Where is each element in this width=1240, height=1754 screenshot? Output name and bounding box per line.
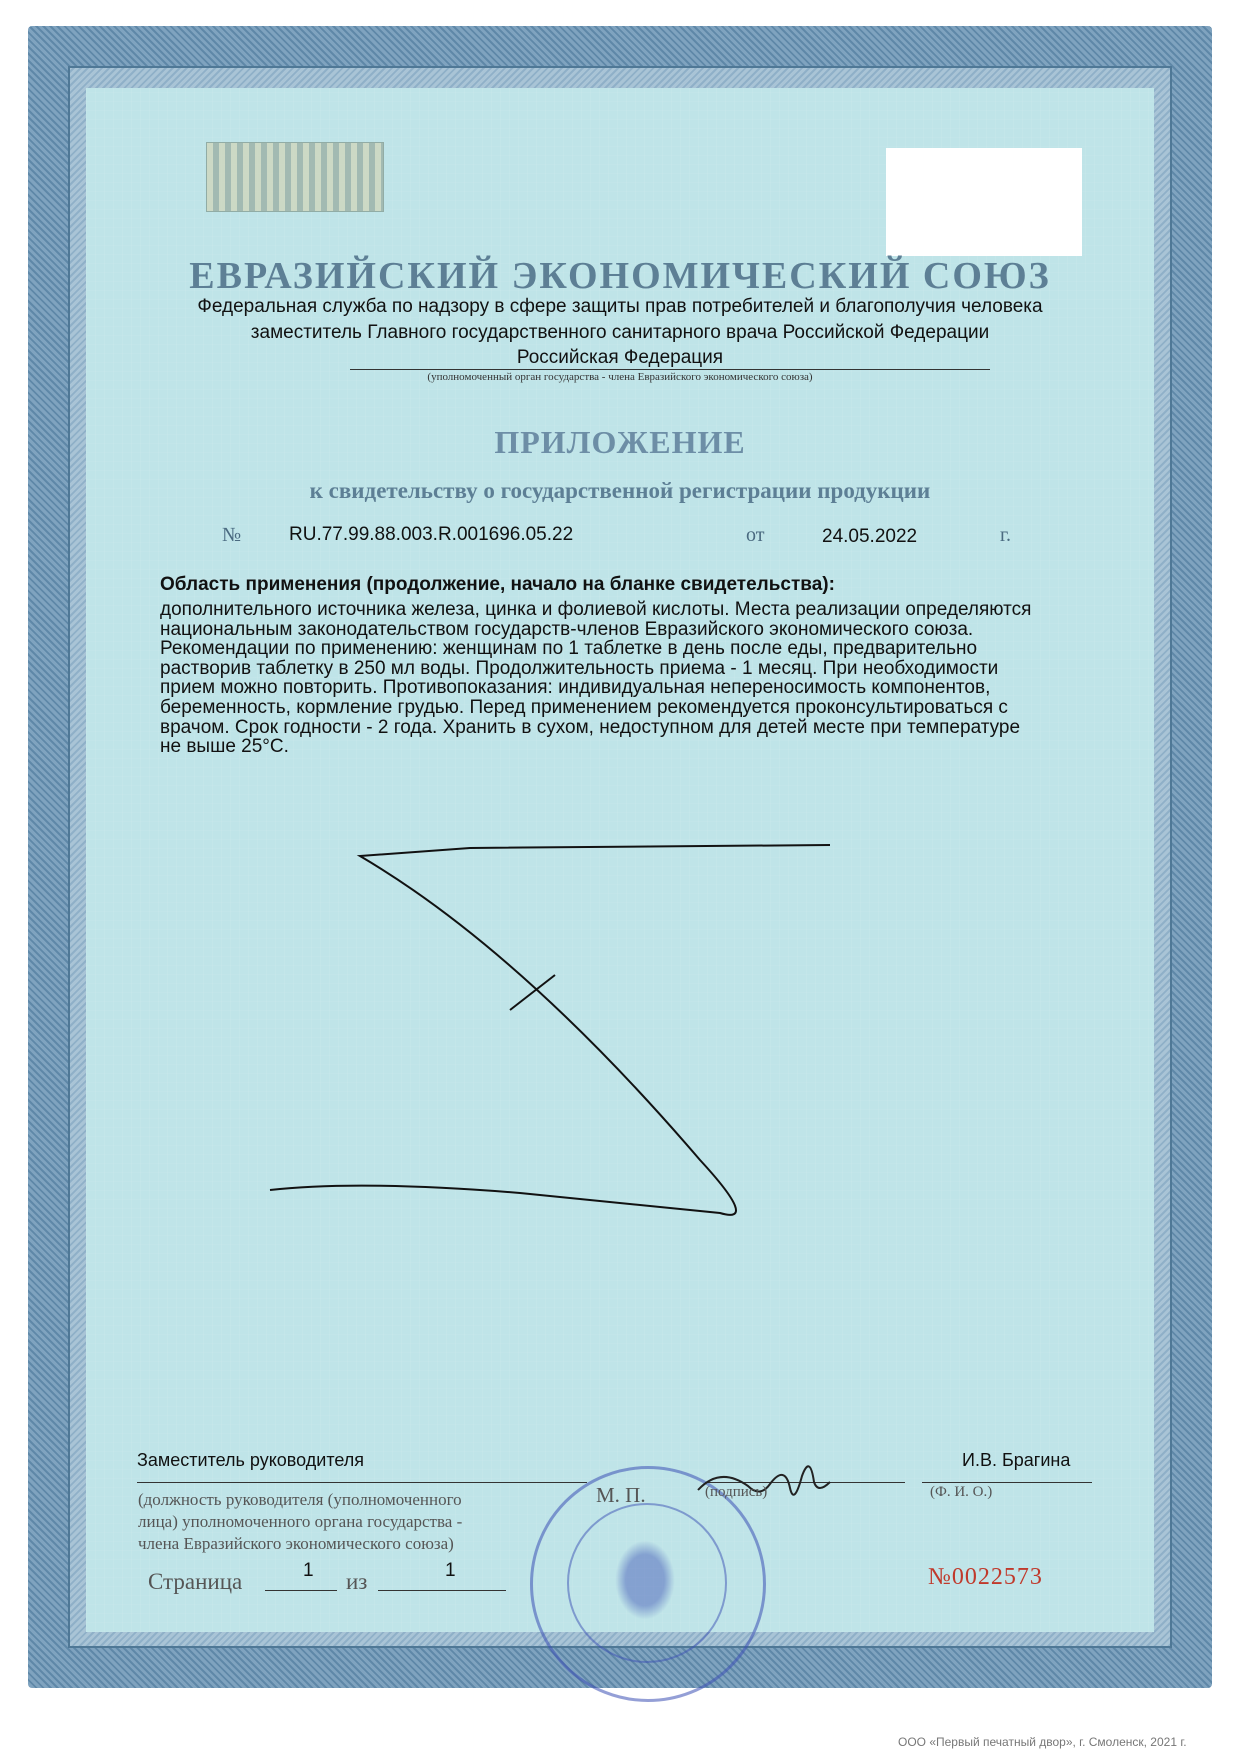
name-underline [922,1482,1092,1483]
agency-country: Российская Федерация [516,347,724,368]
signature-label: (подпись) [705,1484,768,1500]
document-title: ПРИЛОЖЕНИЕ [494,424,746,460]
agency-hint: (уполномоченный орган государства - члена Евразийского экономического союза) [427,371,813,383]
signatory-role: Заместитель руководителя [137,1450,365,1470]
page-label: Страница [148,1569,243,1594]
page-total: 1 [445,1560,456,1581]
role-hint-line-1: (должность руководителя (уполномоченного [138,1490,462,1509]
printer-imprint: ООО «Первый печатный двор», г. Смоленск, 2021 г. [898,1735,1187,1749]
registration-number: RU.77.99.88.003.R.001696.05.22 [289,524,574,545]
year-suffix: г. [1000,524,1011,546]
form-serial-number: №0022573 [928,1564,1043,1590]
union-title: ЕВРАЗИЙСКИЙ ЭКОНОМИЧЕСКИЙ СОЮЗ [189,255,1051,297]
signatory-name: И.В. Брагина [962,1450,1071,1470]
agency-line-2: заместитель Главного государственного санитарного врача Российской Федерации [250,322,990,343]
role-hint-line-3: члена Евразийского экономического союза) [138,1534,454,1553]
total-underline [378,1590,506,1591]
document-subtitle: к свидетельству о государственной регистрации продукции [309,478,931,503]
number-label: № [222,524,242,546]
registration-date: 24.05.2022 [822,526,918,547]
role-hint-line-2: лица) уполномоченного органа государства - [138,1512,463,1531]
fio-label: (Ф. И. О.) [930,1484,993,1500]
scope-text: дополнительного источника железа, цинка и фолиевой кислоты. Места реализации определяются национальным законодательством государств-членов Евразийского экономического союза. Рекомендации по применению: женщинам по 1 таблетке в день после еды, предварительно растворив таблетку в 250 мл воды. Продолжительность приема - 1 месяц. При необходимости прием можно повторить. Противопоказания: индивидуальная непереносимость компонентов, беременность, кормление грудью. Перед применением рекомендуется проконсультироваться с врачом. Срок годности - 2 года. Хранить в сухом, недоступном для детей месте при температуре не выше 25°C. [160,599,1032,758]
seal-place-label: М. П. [596,1483,646,1507]
emblem-icon [611,1535,679,1625]
role-underline [137,1482,587,1483]
page-number: 1 [303,1560,314,1581]
agency-line-1: Федеральная служба по надзору в сфере защиты прав потребителей и благополучия человека [197,296,1043,317]
scope-heading: Область применения (продолжение, начало на бланке свидетельства): [160,574,835,595]
date-from-label: от [746,524,765,546]
page-underline [265,1590,337,1591]
handwritten-signature [690,1446,840,1516]
of-label: из [346,1569,368,1594]
